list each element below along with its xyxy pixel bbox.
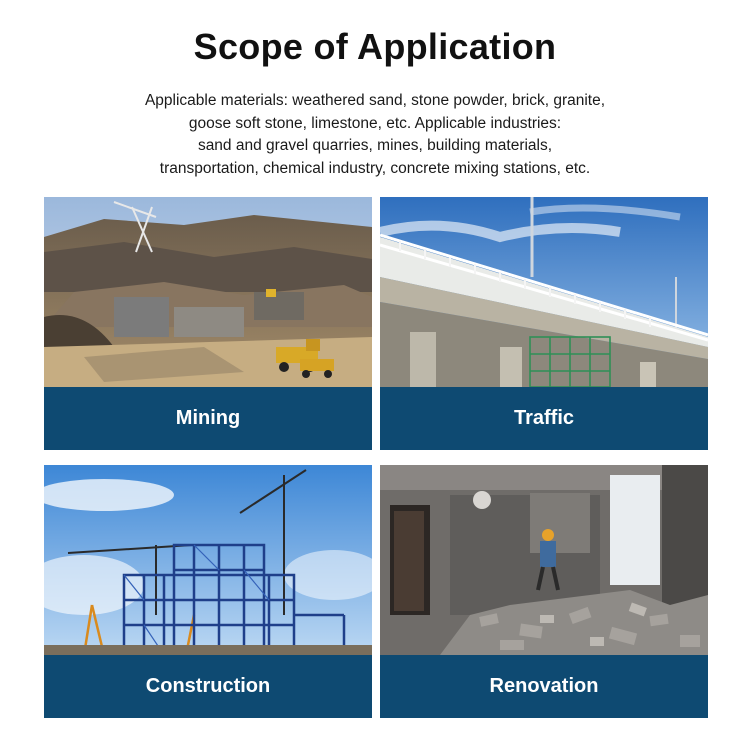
renovation-photo [380, 465, 708, 655]
renovation-card [380, 465, 708, 718]
description-line: sand and gravel quarries, mines, building materials, [197, 137, 553, 154]
card-caption: Construction [44, 655, 372, 718]
card-caption: Mining [44, 387, 372, 450]
description-line: transportation, chemical industry, concrete mixing stations, etc. [159, 159, 591, 177]
construction-photo [44, 465, 372, 655]
description-line: goose soft stone, limestone, etc. Applicable industries: [188, 114, 562, 132]
card-caption: Renovation [380, 655, 708, 718]
traffic-card [380, 197, 708, 450]
traffic-photo [380, 197, 708, 387]
page-title: Scope of Application [193, 26, 557, 67]
construction-card [44, 465, 372, 718]
application-description [110, 90, 640, 180]
card-caption: Traffic [380, 387, 708, 450]
description-line: Applicable materials: weathered sand, stone powder, brick, granite, [144, 92, 606, 109]
mining-photo [44, 197, 372, 387]
mining-card [44, 197, 372, 450]
